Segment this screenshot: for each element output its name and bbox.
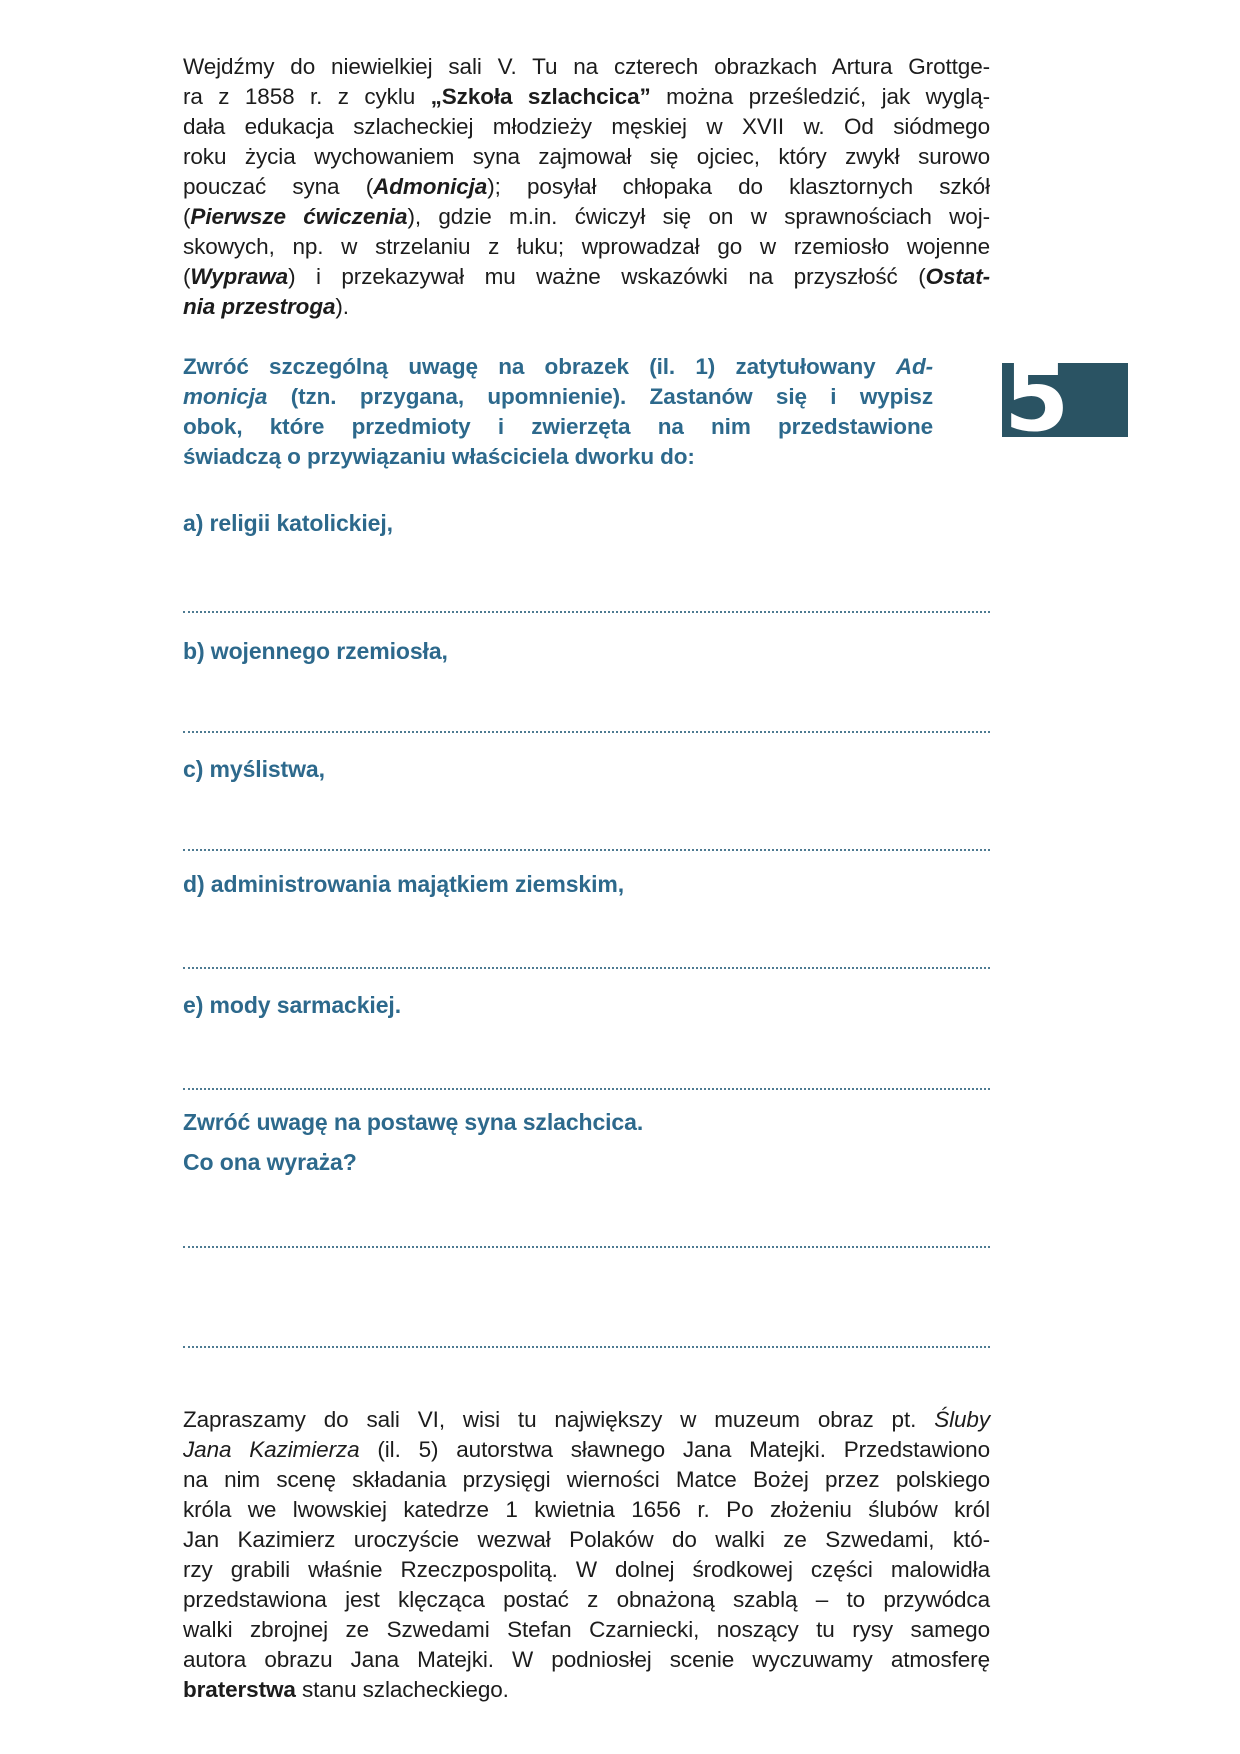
closing-paragraph: Zapraszamy do sali VI, wisi tu największy w muzeum obraz pt. Śluby Jana Kazimierza (il. 5) autorstwa sławnego Jana Matejki. Przedstawiono na nim scenę składania przysięgi wierności Matce Bożej przez polskiego króla we lwowskiej katedrze 1 kwietnia 1656 r. Po złożeniu ślubów król Jan Kazimierz uroczyście wezwał Polaków do walki ze Szwedami, któ- rzy grabili właśnie Rzeczpospolitą. W dolnej środkowej części malowidła przedstawiona jest klęcząca postać z obnażoną szablą – to przywódca walki zbrojnej ze Szwedami Stefan Czarniecki, noszący tu rysy samego autora obrazu Jana Matejki. W podniosłej scenie wyczuwamy atmosferę braterstwa stanu szlacheckiego. bbox=[183, 1407, 990, 1702]
task-item-e: e) mody sarmackiej. bbox=[183, 992, 401, 1018]
answer-line-7 bbox=[183, 1346, 990, 1348]
answer-line-2 bbox=[183, 731, 990, 733]
answer-line-1 bbox=[183, 611, 990, 613]
task-item-a: a) religii katolickiej, bbox=[183, 510, 393, 536]
answer-line-3 bbox=[183, 849, 990, 851]
task-item-b: b) wojennego rzemiosła, bbox=[183, 638, 448, 664]
answer-line-6 bbox=[183, 1246, 990, 1248]
answer-line-5 bbox=[183, 1088, 990, 1090]
answer-line-4 bbox=[183, 967, 990, 969]
followup-prompt-line-1: Zwróć uwagę na postawę syna szlachcica. bbox=[183, 1109, 644, 1135]
followup-prompt-line-2: Co ona wyraża? bbox=[183, 1149, 357, 1175]
task-item-d: d) administrowania majątkiem ziemskim, bbox=[183, 871, 625, 897]
task-instruction: Zwróć szczególną uwagę na obrazek (il. 1) zatytułowany Ad- monicja (tzn. przygana, upomnienie). Zastanów się i wypisz obok, które przedmioty i zwierzęta na nim przedstawione świadczą o przywiązaniu właściciela dworku do: bbox=[183, 354, 933, 469]
task-number-badge bbox=[1002, 344, 1128, 453]
intro-paragraph: Wejdźmy do niewielkiej sali V. Tu na czterech obrazkach Artura Grottge- ra z 1858 r. z cyklu „Szkoła szlachcica” można prześledzić, jak wyglą- dała edukacja szlacheckiej młodzieży męskiej w XVII w. Od siódmego roku życia wychowaniem syna zajmował się ojciec, który zwykł surowo pouczać syna (Admonicja); posyłał chłopaka do klasztornych szkół (Pierwsze ćwiczenia), gdzie m.in. ćwiczył się on w sprawnościach woj- skowych, np. w strzelaniu z łuku; wprowadzał go w rzemiosło wojenne (Wyprawa) i przekazywał mu ważne wskazówki na przyszłość (Ostat- nia przestroga). bbox=[183, 54, 990, 319]
task-number: 5 bbox=[1004, 344, 1066, 453]
task-item-c: c) myślistwa, bbox=[183, 756, 325, 782]
